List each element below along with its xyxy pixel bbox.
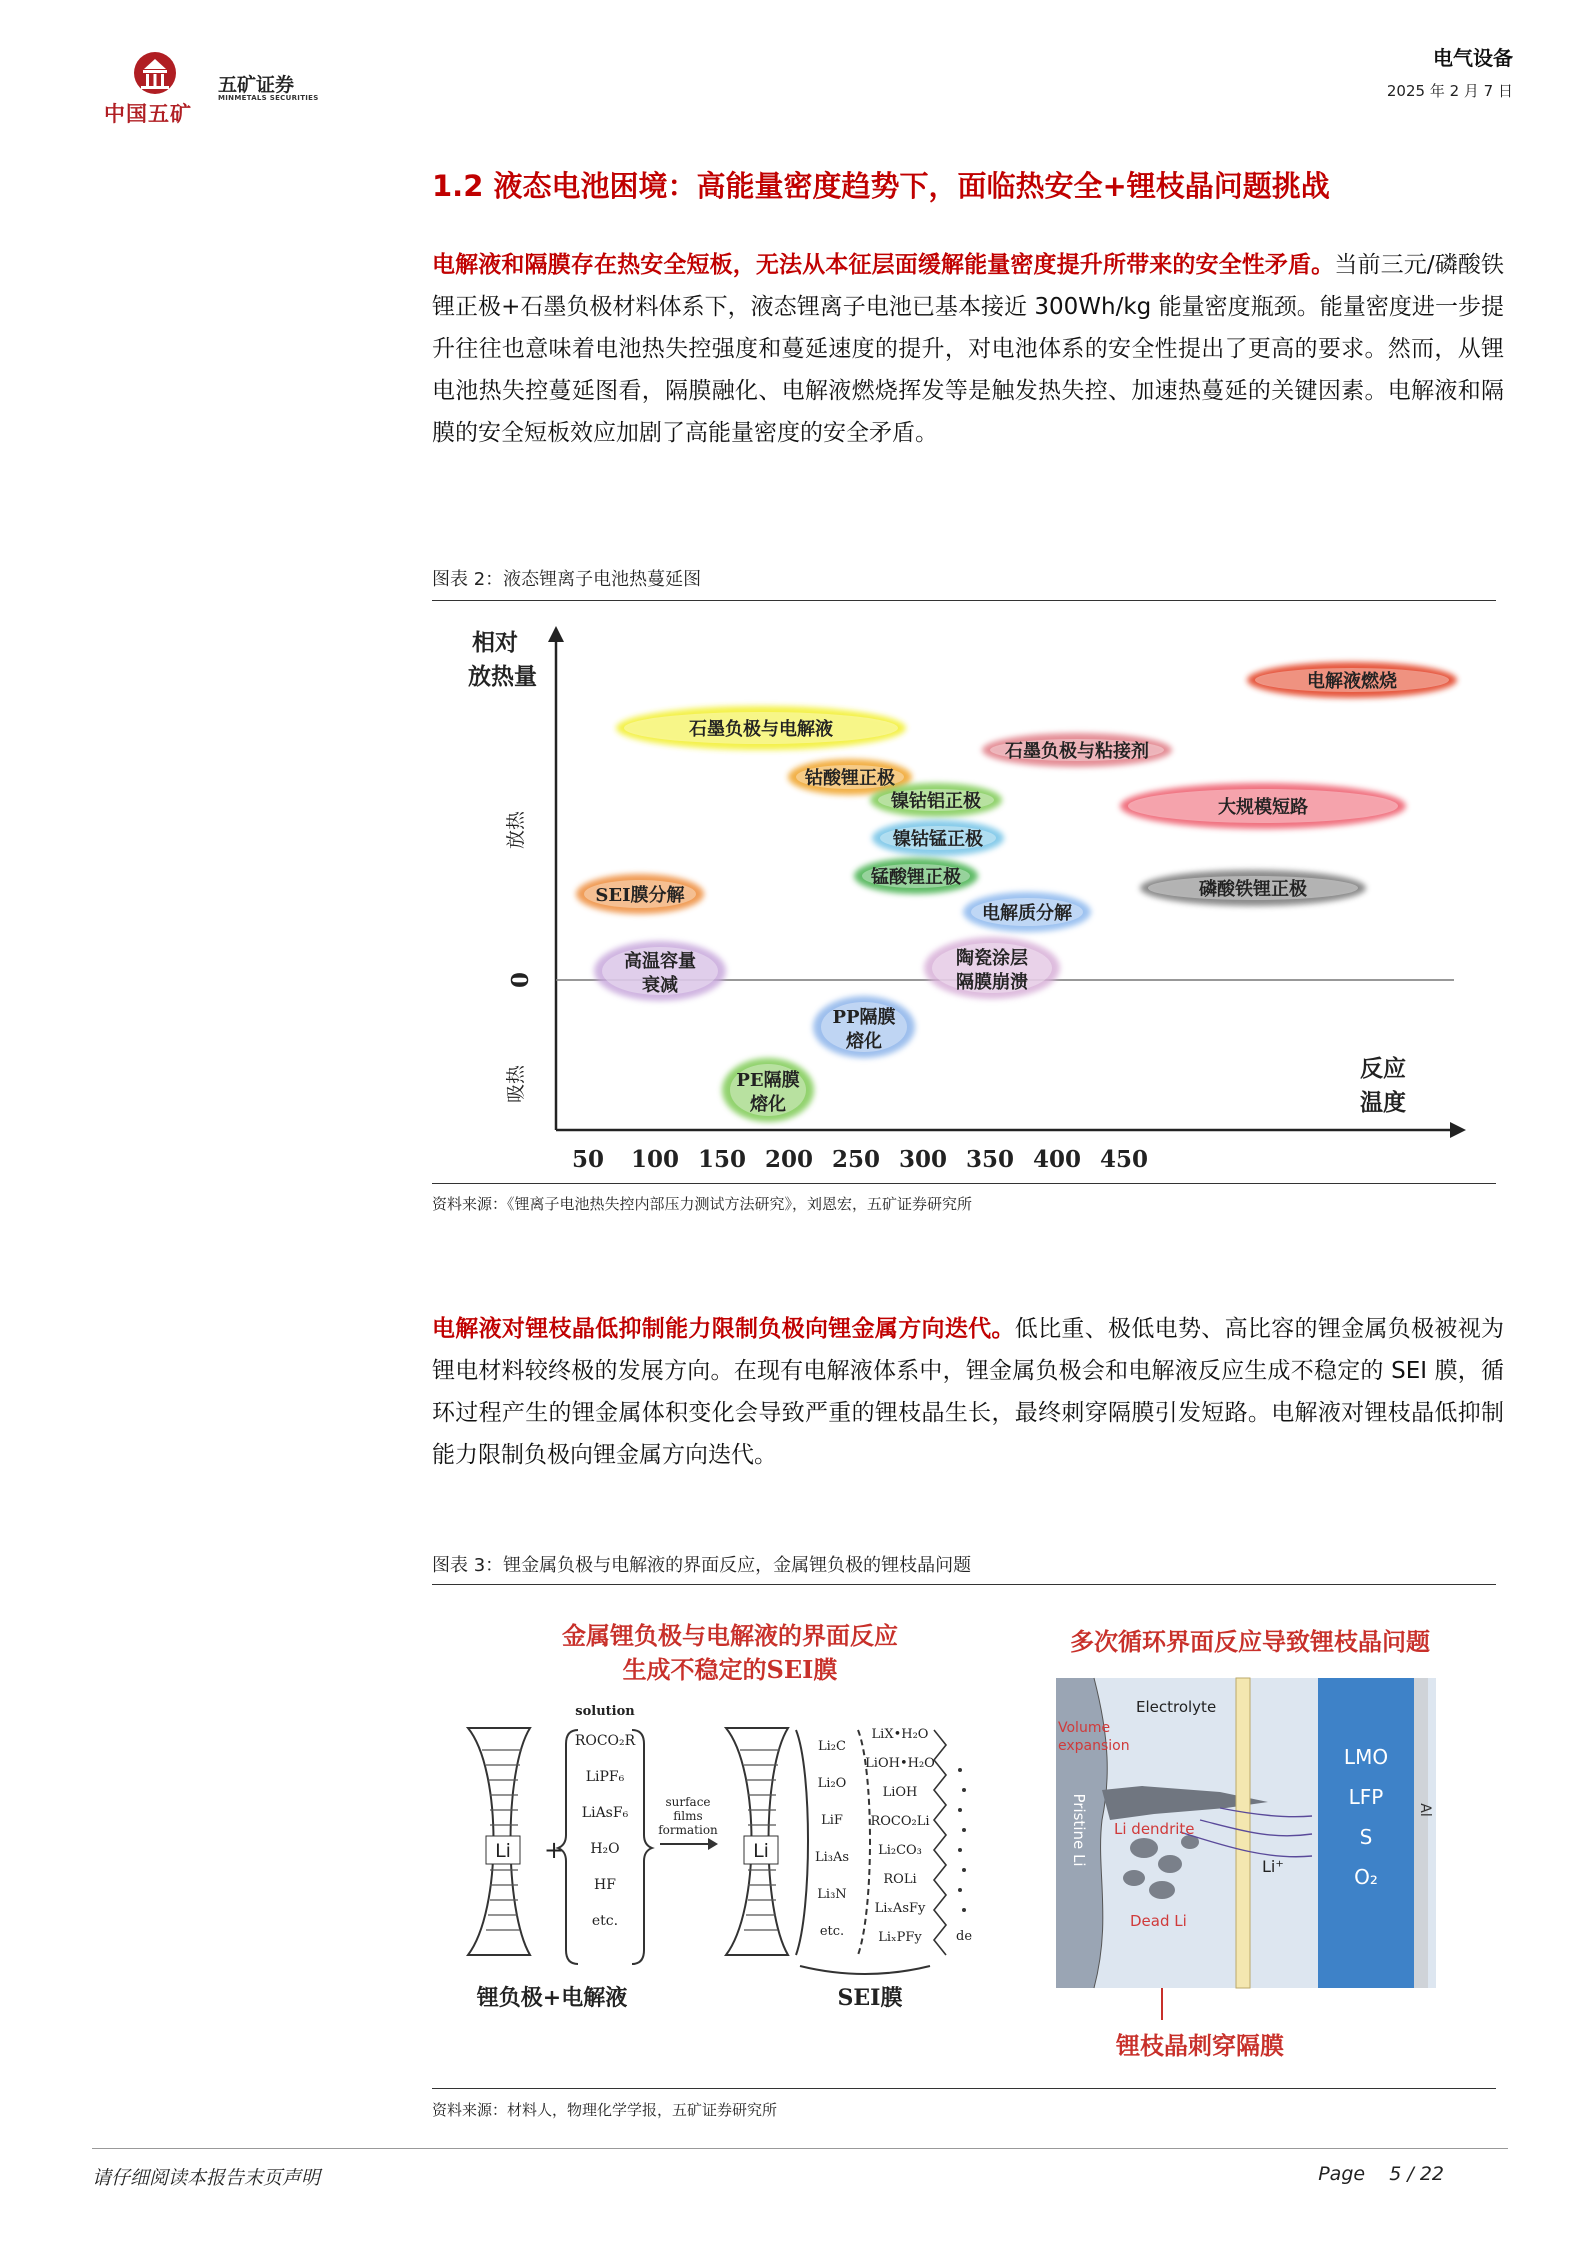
pill-label: 镍钴铝正极 [891,791,981,812]
footer-disclaimer: 请仔细阅读本报告末页声明 [92,2167,321,2189]
sei-inner-layer-list [815,1739,849,1939]
sei-inner-item: etc. [819,1924,845,1939]
x-tick-labels [572,1146,1148,1173]
solution-item: H₂O [590,1841,620,1857]
sei-outer-item: LiOH•H₂O [865,1756,935,1771]
x-tick-label: 300 [898,1146,948,1173]
pill-label: 高温容量 [624,951,696,972]
cathode-item: LMO [1343,1745,1389,1769]
cathode-item: O₂ [1354,1865,1378,1889]
pill-label: 磷酸铁锂正极 [1199,879,1307,900]
figure-source: 资料来源：材料人，物理化学学报，五矿证券研究所 [432,2101,778,2119]
thermal-runaway-chart [432,610,1498,1180]
x-tick-label: 400 [1032,1146,1082,1173]
reaction-pill [576,874,704,914]
figure-source: 资料来源：《锂离子电池热失控内部压力测试方法研究》，刘恩宏，五矿证券研究所 [432,1195,973,1213]
sei-outer-layer-list [865,1727,935,1945]
reaction-pill [1120,783,1406,829]
sei-outer-item: ROLi [883,1872,917,1887]
volume-label-1: Volume [1058,1720,1111,1736]
x-tick-label: 150 [697,1146,747,1173]
reaction-pill [1140,870,1366,906]
page-count: 5 / 22 [1389,2163,1444,2185]
brand-english: MINMETALS SECURITIES [218,94,319,102]
solution-label: solution [575,1704,635,1719]
brand-name: 五矿证券 [218,74,295,96]
cathode-item: S [1359,1825,1373,1849]
volume-label-2: expansion [1058,1738,1130,1754]
x-tick-label: 350 [965,1146,1015,1173]
de-label: de [956,1929,973,1944]
pill-label: PP隔膜 [832,1007,896,1028]
dendrite-label: Li dendrite [1114,1820,1195,1838]
li-label: Li [753,1840,769,1862]
sei-formation-diagram [460,1610,1020,2020]
reaction-pill [924,937,1060,999]
pill-label-line2: 衰减 [642,975,678,996]
separator [1236,1678,1250,1988]
paragraph-body: 当前三元/磷酸铁锂正极+石墨负极材料体系下，液态锂离子电池已基本接近 300Wh/kg 能量密度瓶颈。能量密度进一步提升往往也意味着电池热失控强度和蔓延速度的提升，对电池体系的安全性提出了更高的要求。然而，从锂电池热失控蔓延图看，隔膜融化、电解液燃烧挥发等是触发热失控、加速热蔓延的关键因素。电解液和隔膜的安全短板效应加剧了高能量密度的安全矛盾。 [432,252,1505,446]
pill-label: 石墨负极与粘接剂 [1005,741,1149,762]
reaction-pill [870,783,1002,817]
x-tick-label: 250 [831,1146,881,1173]
pill-label: 陶瓷涂层 [956,948,1028,969]
section-title: 1.2 液态电池困境：高能量密度趋势下，面临热安全+锂枝晶问题挑战 [432,169,1330,203]
paragraph-lead: 电解液和隔膜存在热安全短板，无法从本征层面缓解能量密度提升所带来的安全性矛盾。 [432,252,1335,278]
diagram-bottom-caption: 锂枝晶刺穿隔膜 [1116,2031,1284,2060]
sei-outer-item: LiₓPFy [878,1930,922,1945]
sei-outer-item: LiX•H₂O [871,1727,929,1742]
solution-item: LiAsF₆ [581,1805,629,1821]
diagram-title-line2: 生成不稳定的SEI膜 [622,1655,838,1684]
reaction-pill [616,706,906,750]
reaction-pill [594,941,726,1001]
exothermic-label: 放热 [505,810,527,850]
reaction-pill [963,892,1091,932]
page-number [1318,2163,1444,2185]
pill-label: 钴酸锂正极 [805,768,895,789]
company-logo-icon [132,50,178,96]
pill-label: SEI膜分解 [595,885,685,906]
caption-rule [432,600,1496,601]
footer-divider [92,2148,1508,2149]
pill-label: PE隔膜 [736,1070,800,1091]
pill-label: 大规模短路 [1218,797,1308,818]
pill-label: 锰酸锂正极 [871,867,961,888]
y-axis-title-line2: 放热量 [468,663,537,690]
y-axis-arrow-icon [548,626,564,642]
pill-label-line2: 熔化 [846,1031,882,1052]
figure-bottom-rule [432,2088,1496,2089]
x-tick-label: 200 [764,1146,814,1173]
sei-outer-item: Li₂CO₃ [878,1843,922,1858]
paragraph-thermal-safety [432,244,1504,454]
diagram-title: 多次循环界面反应导致锂枝晶问题 [1070,1627,1430,1656]
sei-outer-item: LiOH [882,1785,918,1800]
sei-inner-item: Li₃As [814,1850,850,1865]
endothermic-label: 吸热 [505,1064,527,1104]
pristine-label: Pristine Li [1070,1793,1088,1867]
pill-label: 电解质分解 [982,903,1072,924]
pill-label: 镍钴锰正极 [893,829,983,850]
caption-rule [432,1584,1496,1585]
arrow-icon [708,1838,718,1850]
reaction-pills [576,662,1457,1122]
x-tick-label: 50 [571,1146,605,1173]
electrolyte-label: Electrolyte [1136,1698,1217,1716]
sei-inner-item: LiF [821,1813,843,1828]
pill-label-line2: 隔膜崩溃 [956,972,1028,993]
solution-item: HF [594,1877,616,1893]
x-axis-arrow-icon [1450,1122,1466,1138]
sector-label: 电气设备 [1433,46,1513,70]
x-axis-title-line1: 反应 [1360,1055,1406,1082]
reaction-pill [1247,662,1457,698]
reaction-pill [854,858,978,894]
pill-label: 电解液燃烧 [1307,671,1397,692]
pill-label-line2: 熔化 [750,1094,786,1115]
dendrite-diagram [1050,1620,1460,2070]
x-tick-label: 100 [630,1146,680,1173]
li-ion-label: Li⁺ [1262,1857,1284,1876]
arrow-label-3: formation [658,1823,718,1837]
x-axis-title-line2: 温度 [1360,1089,1406,1116]
x-tick-label: 450 [1099,1146,1149,1173]
figure-caption: 图表 3：锂金属负极与电解液的界面反应，金属锂负极的锂枝晶问题 [432,1555,972,1576]
paragraph-lithium-dendrite [432,1308,1504,1476]
sei-inner-item: Li₂O [817,1776,847,1791]
li-label: Li [495,1840,511,1862]
solution-item: LiPF₆ [585,1769,625,1785]
cathode-item: LFP [1348,1785,1384,1809]
solution-item: etc. [591,1913,619,1929]
paragraph-body: 低比重、极低电势、高比容的锂金属负极被视为锂电材料较终极的发展方向。在现有电解液体系中，锂金属负极会和电解液反应生成不稳定的 SEI 膜，循环过程产生的锂金属体积变化会导致严重的锂枝晶生长，最终刺穿隔膜引发短路。电解液对锂枝晶低抑制能力限制负极向锂金属方向迭代。 [432,1316,1505,1468]
reaction-pill [872,820,1004,856]
arrow-label-2: films [673,1809,703,1823]
reaction-pill [722,1058,814,1122]
logo-text: 中国五矿 [104,102,192,126]
sei-inner-item: Li₂C [818,1739,846,1754]
plus-sign: + [544,1836,565,1864]
report-date: 2025 年 2 月 7 日 [1386,82,1513,100]
al-label: Al [1417,1803,1433,1817]
solution-item: ROCO₂R [574,1733,636,1749]
diagram-label-right: SEI膜 [837,1985,903,2011]
current-collector [1414,1678,1428,1988]
arrow-label-1: surface [665,1795,711,1809]
figure-bottom-rule [432,1183,1496,1184]
page-word: Page [1318,2163,1366,2185]
reaction-pill [982,733,1172,767]
dead-li-label: Dead Li [1130,1912,1187,1930]
diagram-label-left: 锂负极+电解液 [476,1985,628,2011]
diagram-title-line1: 金属锂负极与电解液的界面反应 [562,1621,898,1650]
sei-outer-item: ROCO₂Li [870,1814,930,1829]
pill-label: 石墨负极与电解液 [689,719,833,740]
reaction-pill [813,996,915,1058]
solution-list [575,1733,636,1929]
sei-inner-item: Li₃N [817,1887,847,1902]
sei-outer-item: LiₓAsFy [874,1901,926,1916]
figure-caption: 图表 2：液态锂离子电池热蔓延图 [432,569,702,590]
zero-label: 0 [507,971,534,989]
paragraph-lead: 电解液对锂枝晶低抑制能力限制负极向锂金属方向迭代。 [432,1316,1015,1342]
y-axis-title-line1: 相对 [472,629,518,656]
